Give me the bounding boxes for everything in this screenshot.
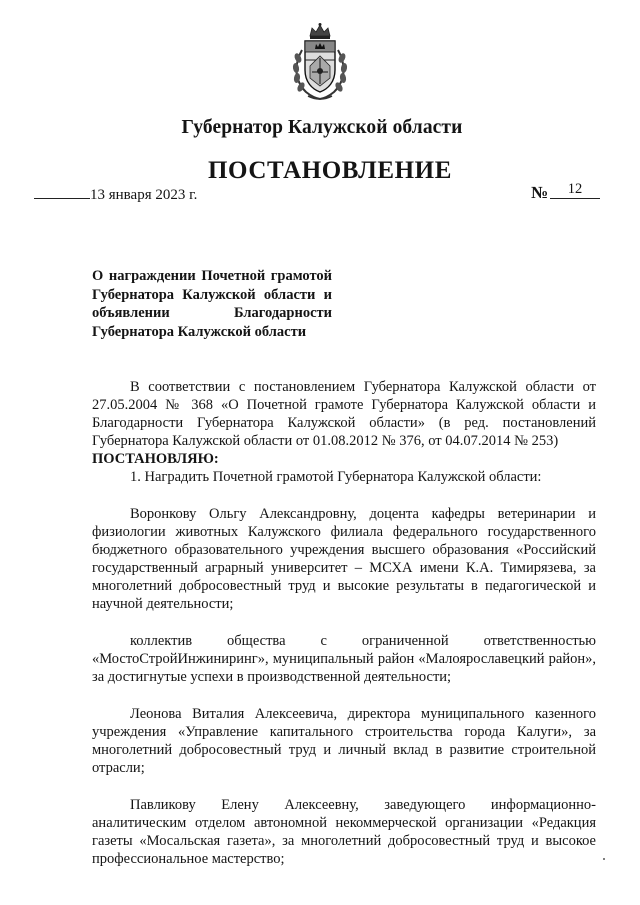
document-subject: О награждении Почетной грамотой Губернатора Калужской области и объявлении Благодарности Губернатора Калужской области <box>92 268 332 340</box>
awardee-paragraph: Леонова Виталия Алексеевича, директора муниципального казенного учреждения «Управление капитального строительства города Калуги», за многолетний добросовестный труд и личный вклад в развитие строительной отрасли; <box>92 706 596 776</box>
authority-title: Губернатор Калужской области <box>181 117 463 138</box>
preamble-paragraph: В соответствии с постановлением Губернатора Калужской области от 27.05.2004 № 368 «О Почетной грамоте Губернатора Калужской области и Благодарности Губернатора Калужской области» (в ред. постановлений Губернатора Калужской области от 01.08.2012 № 376, от 04.07.2014 № 253) <box>92 379 596 449</box>
awardee-paragraph: Воронкову Ольгу Александровну, доцента кафедры ветеринарии и физиологии животных Калужского филиала федерального государственного бюджетного образовательного учреждения высшего образования «Российский государственный аграрный университет – МСХА имени К.А. Тимирязева, за многолетний добросовестный труд и высокие результаты в педагогической и научной деятельности; <box>92 506 596 612</box>
document-number-label: № <box>531 183 549 202</box>
document-number: 12 <box>550 181 600 199</box>
document-body <box>92 378 596 868</box>
resolve-heading: ПОСТАНОВЛЯЮ: <box>92 451 219 467</box>
coat-of-arms-emblem <box>288 22 352 102</box>
award-item-heading: 1. Наградить Почетной грамотой Губернатора Калужской области: <box>130 469 542 485</box>
awardee-paragraph: Павликову Елену Алексеевну, заведующего информационно-аналитическим отделом автономной некоммерческой организации «Редакция газеты «Мосальская газета», за многолетний добросовестный труд и высокое профессиональное мастерство; <box>92 797 596 867</box>
page-speck <box>603 858 605 860</box>
awardee-paragraph: коллектив общества с ограниченной ответственностью «МостоСтройИнжиниринг», муниципальный район «Малоярославецкий район», за достигнутые успехи в производственной деятельности; <box>92 633 596 685</box>
document-type-title: ПОСТАНОВЛЕНИЕ <box>207 157 453 184</box>
document-date: 13 января 2023 г. <box>90 187 198 203</box>
date-underline <box>34 198 90 199</box>
